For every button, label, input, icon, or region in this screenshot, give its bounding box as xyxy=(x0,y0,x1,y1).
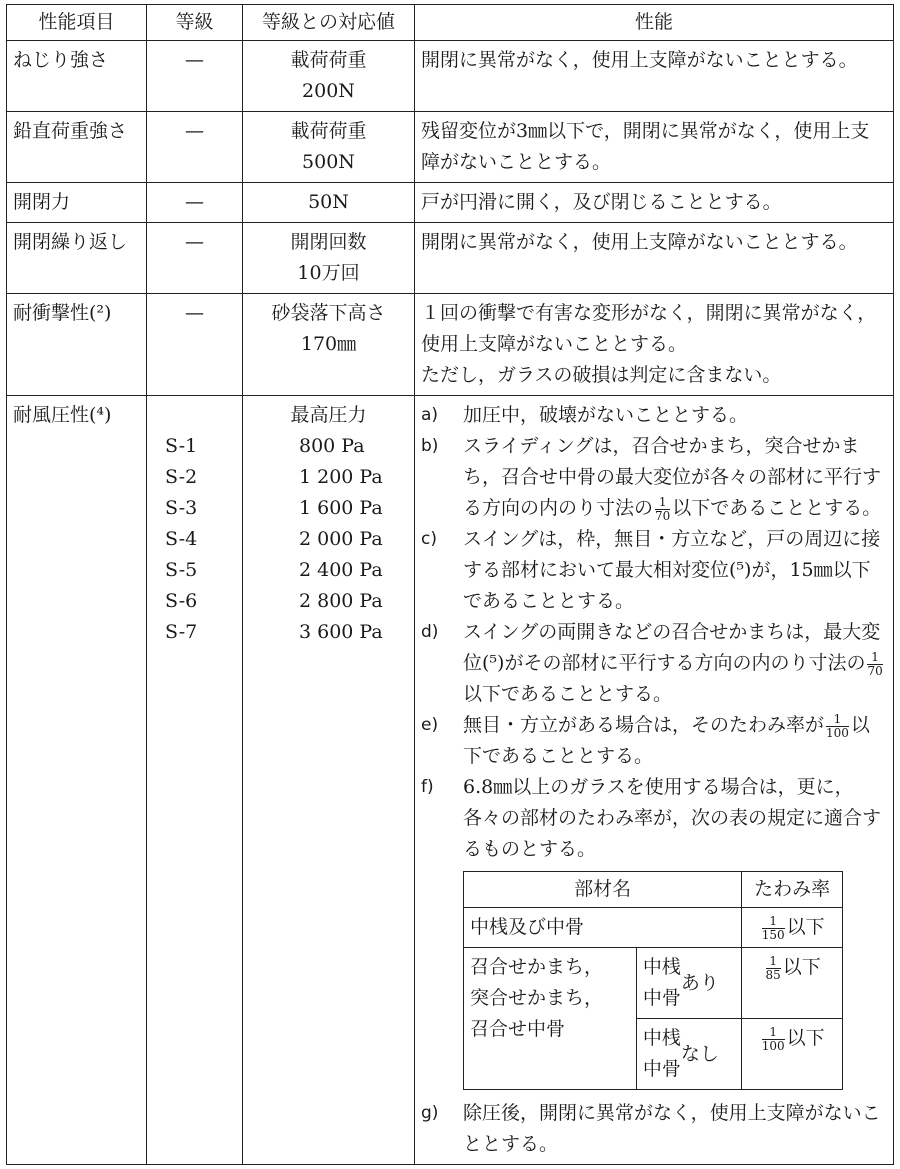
value-cell: 50N xyxy=(243,183,415,223)
clause-f xyxy=(421,772,887,865)
clause-body: スライディングは，召合せかまち，突合せかまち，召合せ中骨の最大変位が各々の部材に平行する方向の内のり寸法の xyxy=(463,435,882,519)
numerator: 1 xyxy=(655,496,670,510)
clause-label: a) xyxy=(421,405,439,425)
sub-ratio-cell xyxy=(742,1019,843,1090)
performance-table xyxy=(6,4,894,1165)
header-value: 等級との対応値 xyxy=(243,5,415,41)
value-number: 10万回 xyxy=(297,262,360,284)
fraction xyxy=(655,496,670,523)
condition-line: 中桟 xyxy=(642,956,681,978)
value-label: 砂袋落下高さ xyxy=(271,302,386,324)
denominator: 100 xyxy=(761,1038,785,1053)
clause-tail: 以下であることとする。 xyxy=(463,683,673,705)
item-cell: 耐衝撃性(²) xyxy=(7,294,147,396)
sub-row xyxy=(464,948,843,1019)
sub-ratio-cell xyxy=(742,948,843,1019)
clause-body: 無目・方立がある場合は，そのたわみ率が xyxy=(463,714,825,736)
grade-item: S-7 xyxy=(165,621,198,643)
member-line: 突合せかまち， xyxy=(470,987,604,1009)
sub-header-ratio: たわみ率 xyxy=(742,872,843,908)
sub-member-cell xyxy=(464,948,637,1090)
denominator: 150 xyxy=(761,927,785,942)
value-label: 開閉回数 xyxy=(290,231,367,253)
table-row xyxy=(7,41,894,112)
item-cell: 耐風圧性(⁴) xyxy=(7,396,147,1165)
pressure-item: 3 600 Pa xyxy=(299,621,383,643)
condition-line: 中骨 xyxy=(642,1058,681,1080)
clause-label: c) xyxy=(421,529,437,549)
numerator: 1 xyxy=(766,955,781,969)
grade-item: S-1 xyxy=(165,435,198,457)
pressure-item: 1 200 Pa xyxy=(299,466,383,488)
header-grade: 等級 xyxy=(147,5,243,41)
fraction xyxy=(867,651,882,678)
denominator: 70 xyxy=(655,508,671,523)
pressure-item: 2 400 Pa xyxy=(299,559,383,581)
table-row xyxy=(7,223,894,294)
clause-e xyxy=(421,710,887,772)
clause-text xyxy=(463,431,887,524)
item-cell: 開閉力 xyxy=(7,183,147,223)
table-row xyxy=(7,294,894,396)
performance-cell xyxy=(415,396,894,1165)
item-cell: ねじり強さ xyxy=(7,41,147,112)
pressure-item: 1 600 Pa xyxy=(299,497,383,519)
condition-line: 中桟 xyxy=(642,1027,681,1049)
member-line: 召合せかまち， xyxy=(470,956,604,978)
clause-d xyxy=(421,617,887,710)
grade-cell: — xyxy=(147,294,243,396)
clause-label: b) xyxy=(421,436,439,456)
fraction xyxy=(766,955,781,982)
grade-item: S-5 xyxy=(165,559,198,581)
pressure-item: 2 800 Pa xyxy=(299,590,383,612)
header-row xyxy=(7,5,894,41)
clause-label: f) xyxy=(421,777,434,797)
value-cell xyxy=(243,112,415,183)
condition-mark: あり xyxy=(680,971,719,994)
sub-ratio-cell xyxy=(742,908,843,948)
item-cell: 開閉繰り返し xyxy=(7,223,147,294)
clause-a xyxy=(421,400,887,431)
performance-cell: 残留変位が3㎜以下で，開閉に異常がなく，使用上支障がないこととする。 xyxy=(415,112,894,183)
value-cell xyxy=(243,294,415,396)
value-header: 最高圧力 xyxy=(290,404,367,426)
wind-row xyxy=(7,396,894,1165)
clause-g xyxy=(421,1098,887,1160)
header-performance: 性能 xyxy=(415,5,894,41)
fraction xyxy=(826,713,849,740)
table-row xyxy=(7,183,894,223)
value-number: 200N xyxy=(302,80,355,102)
performance-note: ただし，ガラスの破損は判定に含まない。 xyxy=(421,364,782,386)
performance-cell: 開閉に異常がなく，使用上支障がないこととする。 xyxy=(415,223,894,294)
fraction xyxy=(762,1026,785,1053)
value-label: 載荷荷重 xyxy=(290,120,367,142)
grade-cell: — xyxy=(147,41,243,112)
clause-text xyxy=(463,710,887,772)
value-number: 170㎜ xyxy=(300,333,357,355)
grade-cell xyxy=(147,396,243,1165)
clause-b xyxy=(421,431,887,524)
clause-label: g) xyxy=(421,1103,439,1123)
clause-label: e) xyxy=(421,715,439,735)
grade-item: S-2 xyxy=(165,466,198,488)
clause-label: d) xyxy=(421,622,439,642)
clause-text: スイングは，枠，無目・方立など，戸の周辺に接する部材において最大相対変位(⁵)が，15㎜以下であることとする。 xyxy=(463,528,881,612)
value-label: 載荷荷重 xyxy=(290,49,367,71)
sub-row xyxy=(464,908,843,948)
grade-cell: — xyxy=(147,183,243,223)
pressure-item: 800 Pa xyxy=(299,435,365,457)
performance-cell xyxy=(415,294,894,396)
sub-header-row xyxy=(464,872,843,908)
numerator: 1 xyxy=(826,713,849,727)
numerator: 1 xyxy=(867,651,882,665)
grade-item: S-4 xyxy=(165,528,198,550)
grade-cell: — xyxy=(147,112,243,183)
performance-cell: 開閉に異常がなく，使用上支障がないこととする。 xyxy=(415,41,894,112)
value-cell xyxy=(243,396,415,1165)
sub-condition-cell xyxy=(636,1019,741,1090)
performance-text: １回の衝撃で有害な変形がなく，開閉に異常がなく，使用上支障がないこととする。 xyxy=(421,302,877,355)
pressure-item: 2 000 Pa xyxy=(299,528,383,550)
clause-text xyxy=(463,617,887,710)
value-number: 500N xyxy=(302,151,355,173)
fraction xyxy=(762,915,785,942)
sub-member-cell: 中桟及び中骨 xyxy=(464,908,742,948)
spec-page xyxy=(6,4,894,1162)
clause-text: 6.8㎜以上のガラスを使用する場合は，更に，各々の部材のたわみ率が，次の表の規定に適合するものとする。 xyxy=(463,776,882,860)
clause-tail: 以下であることとする。 xyxy=(463,714,870,767)
clause-text: 加圧中，破壊がないこととする。 xyxy=(463,404,749,426)
grade-list xyxy=(153,431,236,648)
grade-item: S-6 xyxy=(165,590,198,612)
grade-cell: — xyxy=(147,223,243,294)
clause-tail: 以下であることとする。 xyxy=(672,497,882,519)
grade-item: S-3 xyxy=(165,497,198,519)
header-item: 性能項目 xyxy=(7,5,147,41)
ratio-suffix: 以下 xyxy=(782,956,821,978)
denominator: 85 xyxy=(765,967,781,982)
denominator: 70 xyxy=(867,663,883,678)
deflection-table xyxy=(463,871,843,1090)
ratio-suffix: 以下 xyxy=(786,916,825,938)
table-row xyxy=(7,112,894,183)
sub-header-member: 部材名 xyxy=(464,872,742,908)
clause-body: スイングの両開きなどの召合せかまちは，最大変位(⁵)がその部材に平行する方向の内のり寸法の xyxy=(463,621,881,674)
numerator: 1 xyxy=(762,915,785,929)
numerator: 1 xyxy=(762,1026,785,1040)
clause-text: 除圧後，開閉に異常がなく，使用上支障がないこととする。 xyxy=(463,1102,881,1155)
clause-c xyxy=(421,524,887,617)
sub-condition-cell xyxy=(636,948,741,1019)
value-cell xyxy=(243,41,415,112)
condition-mark: なし xyxy=(680,1042,719,1065)
ratio-suffix: 以下 xyxy=(786,1027,825,1049)
performance-cell: 戸が円滑に開く，及び閉じることとする。 xyxy=(415,183,894,223)
member-line: 召合せ中骨 xyxy=(470,1018,566,1040)
item-cell: 鉛直荷重強さ xyxy=(7,112,147,183)
pressure-list xyxy=(249,431,408,648)
condition-line: 中骨 xyxy=(642,987,681,1009)
value-cell xyxy=(243,223,415,294)
denominator: 100 xyxy=(826,725,849,740)
